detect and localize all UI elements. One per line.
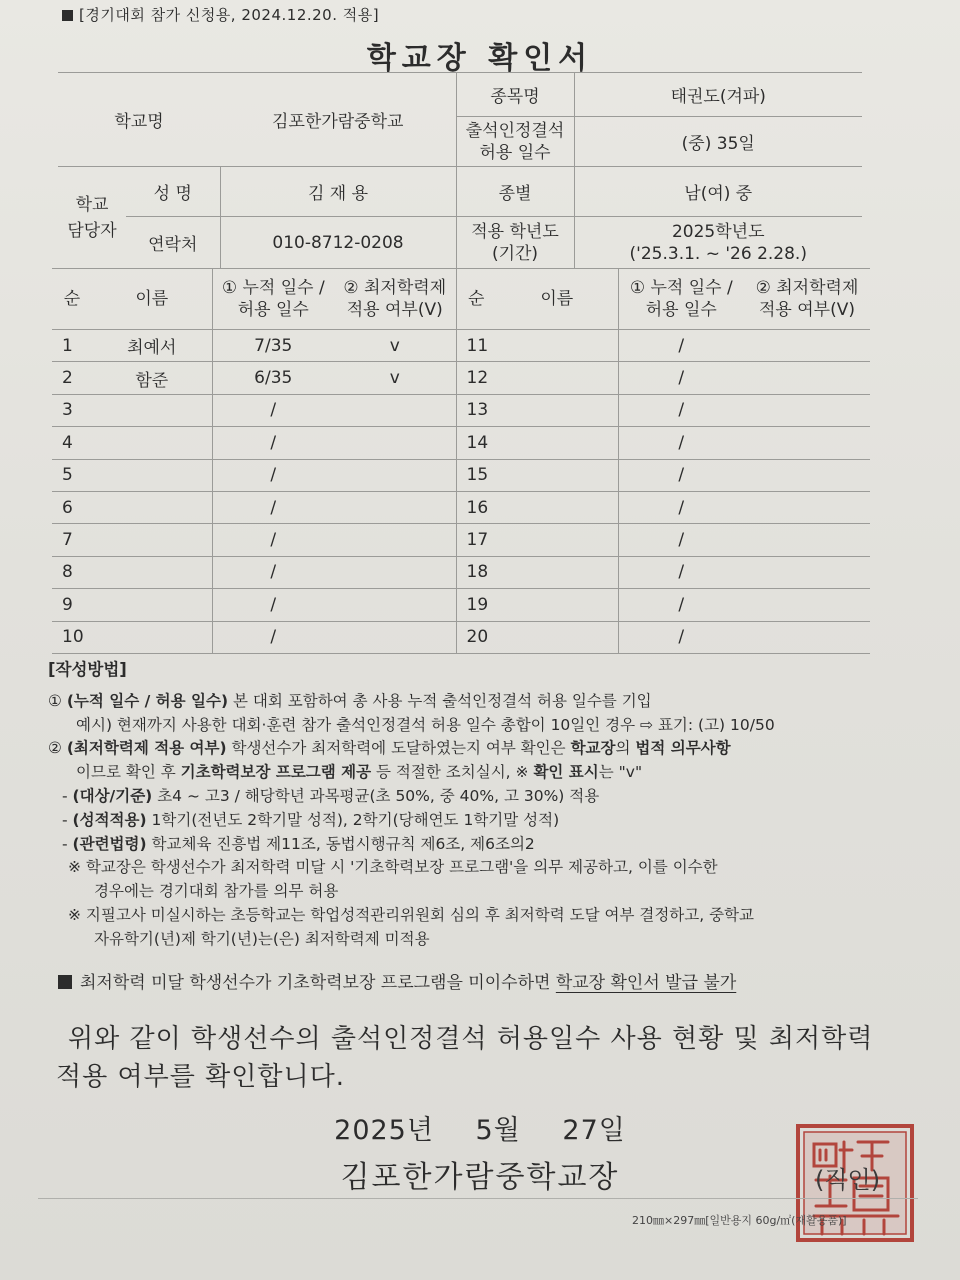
header-no-left: 순 bbox=[52, 269, 92, 330]
seal-label: (직인) bbox=[815, 1166, 881, 1194]
table-row: 2 함준 6/35 v 12 / bbox=[52, 362, 870, 394]
arrow-box-icon bbox=[58, 975, 72, 989]
date-day: 27일 bbox=[562, 1115, 626, 1146]
instructions-section bbox=[48, 658, 888, 952]
date-month: 5월 bbox=[475, 1115, 521, 1146]
category-label: 종별 bbox=[456, 167, 574, 217]
instruction-line: 이므로 확인 후 기초학력보장 프로그램 제공 등 적절한 조치실시, ※ 확인 표시는 "v" bbox=[76, 763, 643, 782]
table-row: 8 / 18 / bbox=[52, 556, 870, 588]
school-value: 김포한가람중학교 bbox=[220, 73, 456, 167]
table-row: 10 / 20 / bbox=[52, 621, 870, 653]
category-value: 남(여) 중 bbox=[574, 167, 862, 217]
square-bullet-icon bbox=[62, 10, 73, 21]
event-label: 종목명 bbox=[456, 73, 574, 117]
manager-label: 학교 담당자 bbox=[58, 167, 126, 269]
date-year: 2025년 bbox=[334, 1115, 434, 1146]
header-days-right: ① 누적 일수 / 허용 일수 bbox=[618, 269, 744, 330]
year-label: 적용 학년도 (기간) bbox=[456, 217, 574, 269]
instructions-heading: [작성방법] bbox=[48, 660, 127, 679]
instruction-line: ※ 지필고사 미실시하는 초등학교는 학업성적관리위원회 심의 후 최저학력 도달 여부 결정하고, 중학교 bbox=[68, 905, 755, 924]
table-row: 5 / 15 / bbox=[52, 459, 870, 491]
table-row: 9 / 19 / bbox=[52, 589, 870, 621]
instruction-line: 자유학기(년)제 학기(년)는(은) 최저학력제 미적용 bbox=[94, 929, 430, 948]
contact-label: 연락처 bbox=[126, 217, 220, 269]
header-check-left: ② 최저학력제 적용 여부(V) bbox=[334, 269, 456, 330]
allowed-days-value: (중) 35일 bbox=[574, 117, 862, 167]
header-name-left: 이름 bbox=[92, 269, 212, 330]
instruction-line: - (관련법령) 학교체육 진흥법 제11조, 동법시행규칙 제6조, 제6조의2 bbox=[62, 834, 535, 853]
header-name-right: 이름 bbox=[496, 269, 618, 330]
document-title: 학교장 확인서 bbox=[366, 41, 594, 76]
table-row: 6 / 16 / bbox=[52, 491, 870, 523]
form-usage-note: [경기대회 참가 신청용, 2024.12.20. 적용] bbox=[62, 4, 379, 25]
issuance-notice: 최저학력 미달 학생선수가 기초학력보장 프로그램을 미이수하면 학교장 확인서 발급 불가 bbox=[58, 968, 736, 993]
info-table bbox=[58, 72, 862, 269]
name-value: 김 재 용 bbox=[220, 167, 456, 217]
instruction-line: ① (누적 일수 / 허용 일수) 본 대회 포함하여 총 사용 누적 출석인정결석 허용 일수를 기입 bbox=[48, 691, 652, 710]
bottom-divider bbox=[38, 1198, 918, 1199]
name-label: 성 명 bbox=[126, 167, 220, 217]
event-value: 태권도(겨파) bbox=[574, 73, 862, 117]
instruction-line: - (대상/기준) 초4 ~ 고3 / 해당학년 과목평균(초 50%, 중 40%, 고 30%) 적용 bbox=[62, 786, 600, 805]
allowed-days-label: 출석인정결석 허용 일수 bbox=[456, 117, 574, 167]
table-row: 4 / 14 / bbox=[52, 427, 870, 459]
instruction-line: 예시) 현재까지 사용한 대회·훈련 참가 출석인정결석 허용 일수 총합이 10일인 경우 ⇨ 표기: (고) 10/50 bbox=[76, 715, 775, 734]
instruction-line: ② (최저학력제 적용 여부) 학생선수가 최저학력에 도달하였는지 여부 확인은 학교장의 법적 의무사항 bbox=[48, 739, 731, 758]
contact-value: 010-8712-0208 bbox=[220, 217, 456, 269]
confirmation-statement: 위와 같이 학생선수의 출석인정결석 허용일수 사용 현황 및 최저학력 적용 여부를 확인합니다. bbox=[56, 1024, 874, 1092]
table-row: 1 최예서 7/35 v 11 / bbox=[52, 330, 870, 362]
instruction-line: 경우에는 경기대회 참가를 의무 허용 bbox=[94, 882, 339, 901]
school-label: 학교명 bbox=[58, 73, 220, 167]
header-check-right: ② 최저학력제 적용 여부(V) bbox=[744, 269, 870, 330]
student-table bbox=[52, 268, 870, 654]
table-row: 7 / 17 / bbox=[52, 524, 870, 556]
paper-spec: 210㎜×297㎜[일반용지 60g/㎡(재활용품)] bbox=[632, 1214, 847, 1227]
principal-signature: 김포한가람중학교장 bbox=[340, 1160, 620, 1195]
student-table-header bbox=[52, 269, 870, 330]
instruction-line: ※ 학교장은 학생선수가 최저학력 미달 시 '기초학력보장 프로그램'을 의무 제공하고, 이를 이수한 bbox=[68, 858, 718, 877]
instruction-line: - (성적적용) 1학기(전년도 2학기말 성적), 2학기(당해연도 1학기말 성적) bbox=[62, 810, 560, 829]
header-no-right: 순 bbox=[456, 269, 496, 330]
table-row: 3 / 13 / bbox=[52, 394, 870, 426]
year-value: 2025학년도 ('25.3.1. ~ '26 2.28.) bbox=[574, 217, 862, 269]
header-days-left: ① 누적 일수 / 허용 일수 bbox=[212, 269, 334, 330]
